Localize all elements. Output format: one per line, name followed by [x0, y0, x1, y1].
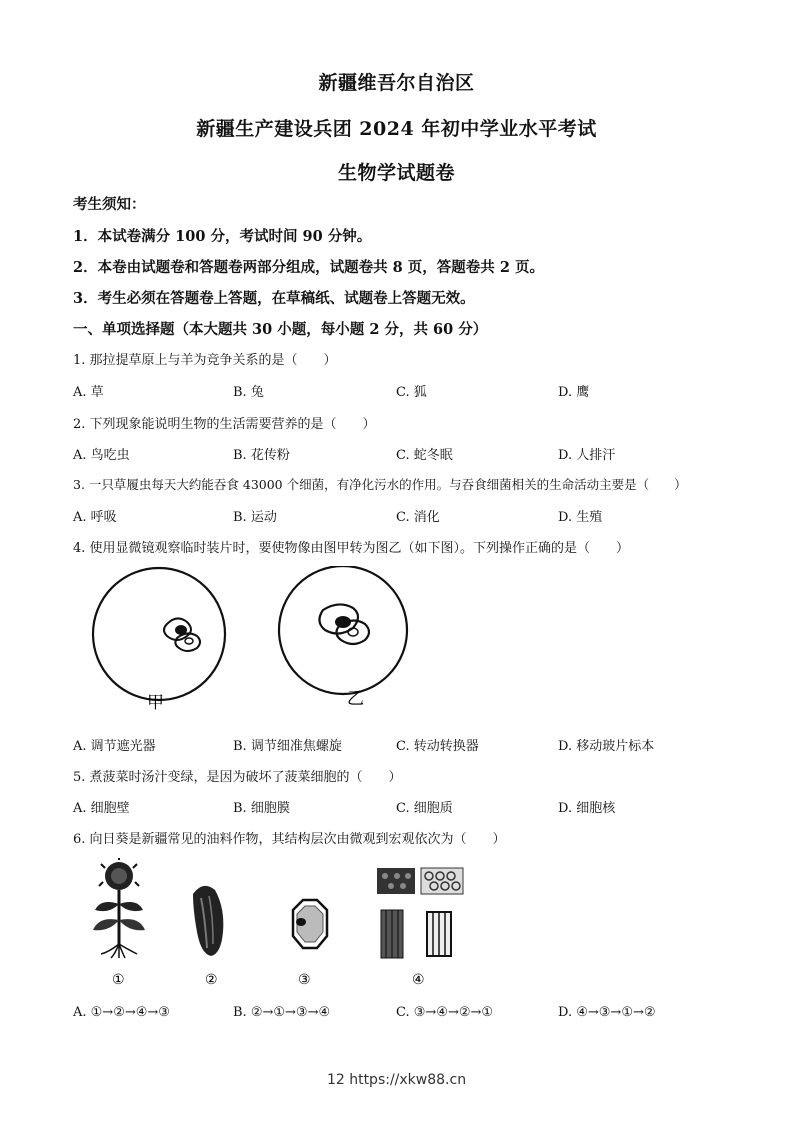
plant-cell-icon: [293, 900, 327, 948]
sunflower-structure-figure: [85, 858, 475, 988]
question-2-option-a: A. 鸟吃虫: [73, 448, 130, 463]
question-6-option-c: C. ③→④→②→①: [396, 1005, 494, 1020]
exam-region-title: 新疆维吾尔自治区: [318, 72, 475, 94]
question-5-option-a: A. 细胞壁: [73, 801, 130, 816]
question-2-option-d: D. 人排汗: [558, 448, 616, 463]
figure-label-2: ②: [205, 972, 218, 988]
sunflower-seed-icon: [193, 886, 223, 956]
question-1-option-d: D. 鹰: [558, 385, 590, 400]
question-6-option-b: B. ②→①→③→④: [233, 1005, 331, 1020]
question-6-stem: 6. 向日葵是新疆常见的油料作物，其结构层次由微观到宏观依次为（ ）: [73, 832, 506, 847]
paper-title: 生物学试题卷: [337, 162, 455, 184]
figure-label-4: ④: [412, 972, 425, 988]
question-4-option-b: B. 调节细准焦螺旋: [233, 739, 342, 754]
question-5-stem: 5. 煮菠菜时汤汁变绿，是因为破坏了菠菜细胞的（ ）: [73, 770, 402, 785]
question-3-option-b: B. 运动: [233, 510, 277, 525]
microscope-view-yi: [279, 566, 407, 694]
question-2-stem: 2. 下列现象能说明生物的生活需要营养的是（ ）: [73, 417, 376, 432]
question-5-option-b: B. 细胞膜: [233, 801, 290, 816]
microscope-view-figure: [85, 566, 415, 716]
notice-item-2: 2．本卷由试题卷和答题卷两部分组成，试题卷共 8 页，答题卷共 2 页。: [73, 259, 544, 276]
microscope-view-jia: [93, 568, 225, 700]
figure-label-1: ①: [112, 972, 125, 988]
question-2-option-c: C. 蛇冬眠: [396, 448, 453, 463]
question-6-option-a: A. ①→②→④→③: [73, 1005, 170, 1020]
question-6-option-d: D. ④→③→①→②: [558, 1005, 656, 1020]
question-5-option-d: D. 细胞核: [558, 801, 616, 816]
question-1-stem: 1. 那拉提草原上与羊为竞争关系的是（ ）: [73, 353, 337, 368]
figure-label-yi: 乙: [347, 689, 364, 709]
exam-name-title: 新疆生产建设兵团 2024 年初中学业水平考试: [196, 118, 597, 140]
figure-label-jia: 甲: [147, 693, 164, 713]
sunflower-plant-icon: [93, 858, 145, 958]
figure-label-3: ③: [298, 972, 311, 988]
question-4-option-c: C. 转动转换器: [396, 739, 479, 754]
question-4-option-a: A. 调节遮光器: [73, 739, 156, 754]
plant-tissue-icon: [377, 868, 463, 958]
question-3-option-d: D. 生殖: [558, 510, 603, 525]
notice-item-3: 3．考生必须在答题卷上答题，在草稿纸、试题卷上答题无效。: [73, 290, 475, 307]
section-heading: 一、单项选择题（本大题共 30 小题，每小题 2 分，共 60 分）: [73, 321, 488, 338]
notice-item-1: 1．本试卷满分 100 分，考试时间 90 分钟。: [73, 228, 372, 245]
question-3-option-a: A. 呼吸: [73, 510, 117, 525]
question-3-option-c: C. 消化: [396, 510, 440, 525]
question-1-option-c: C. 狐: [396, 385, 427, 400]
question-5-option-c: C. 细胞质: [396, 801, 453, 816]
page-footer: 12 https://xkw88.cn: [326, 1072, 467, 1088]
notice-heading: 考生须知：: [73, 196, 146, 213]
question-2-option-b: B. 花传粉: [233, 448, 290, 463]
question-3-stem: 3. 一只草履虫每天大约能吞食 43000 个细菌，有净化污水的作用。与吞食细菌相关的生命活动主要是（ ）: [73, 477, 687, 492]
question-1-option-a: A. 草: [73, 385, 104, 400]
question-4-option-d: D. 移动玻片标本: [558, 739, 655, 754]
question-4-stem: 4. 使用显微镜观察临时装片时，要使物像由图甲转为图乙（如下图）。下列操作正确的是（ ）: [73, 541, 630, 556]
question-1-option-b: B. 兔: [233, 385, 264, 400]
